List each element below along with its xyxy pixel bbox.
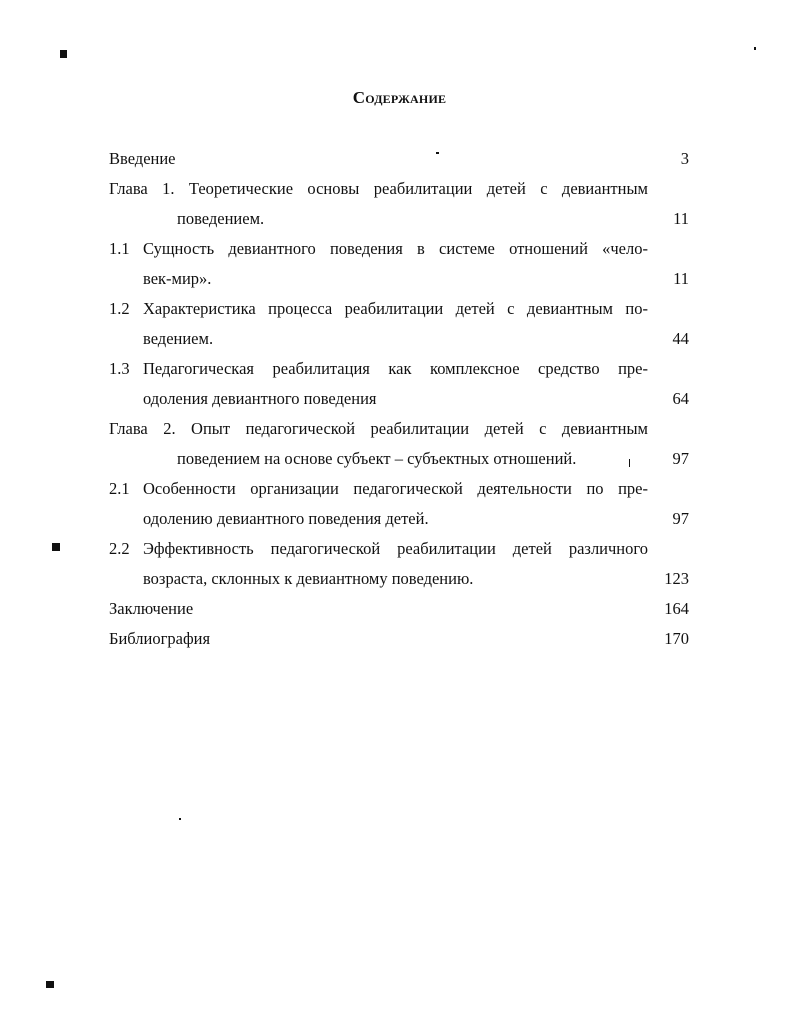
toc-section-2-1-title: Особенности организации педагогической деятельности по пре-	[143, 479, 648, 498]
toc-section-1-2-title: Характеристика процесса реабилитации детей с девиантным по-	[143, 299, 648, 318]
toc-chapter2-title: Глава 2. Опыт педагогической реабилитации детей с девиантным	[109, 419, 648, 438]
toc-section-number: 2.1	[109, 479, 130, 498]
scan-speck	[52, 543, 60, 551]
toc-section-1-1-title-cont: век-мир».	[143, 269, 212, 288]
toc-conclusion-page: 164	[664, 599, 689, 618]
toc-section-1-2-page: 44	[672, 329, 689, 348]
toc-bibliography-label: Библиография	[109, 629, 211, 648]
toc-section-number: 2.2	[109, 539, 130, 558]
toc-section-number: 1.2	[109, 299, 130, 318]
scan-speck	[754, 47, 756, 50]
toc-section-1-3-page: 64	[672, 389, 689, 408]
toc-intro-page: 3	[680, 149, 689, 168]
toc-chapter1-page: 11	[673, 209, 689, 228]
toc-bibliography-page: 170	[664, 629, 689, 648]
toc-chapter1-title: Глава 1. Теоретические основы реабилитации детей с девиантным	[109, 179, 648, 198]
toc-section-1-1-page: 11	[673, 269, 689, 288]
toc-chapter1-title-cont: поведением.	[177, 209, 265, 228]
toc-section-2-2-title: Эффективность педагогической реабилитации детей различного	[143, 539, 648, 558]
scan-speck	[436, 152, 439, 154]
toc-section-1-2-title-cont: ведением.	[143, 329, 214, 348]
toc-section-number: 1.3	[109, 359, 130, 378]
toc-conclusion-label: Заключение	[109, 599, 194, 618]
page-title: Содержание	[352, 88, 447, 107]
toc-section-2-2-title-cont: возраста, склонных к девиантному поведению.	[143, 569, 474, 588]
toc-chapter2-title-cont: поведением на основе субъект – субъектных отношений.	[177, 449, 577, 468]
scan-speck	[179, 818, 181, 820]
toc-section-2-1-page: 97	[672, 509, 689, 528]
toc-intro-label: Введение	[109, 149, 176, 168]
toc-section-2-1-title-cont: одолению девиантного поведения детей.	[143, 509, 429, 528]
toc-section-1-3-title-cont: одоления девиантного поведения	[143, 389, 377, 408]
toc-section-1-3-title: Педагогическая реабилитация как комплексное средство пре-	[143, 359, 648, 378]
scan-speck	[629, 459, 630, 467]
toc-section-number: 1.1	[109, 239, 130, 258]
toc-section-1-1-title: Сущность девиантного поведения в системе отношений «чело-	[143, 239, 648, 258]
toc-section-2-2-page: 123	[664, 569, 689, 588]
scan-speck	[60, 50, 67, 58]
toc-chapter2-page: 97	[672, 449, 689, 468]
scan-speck	[46, 981, 54, 988]
